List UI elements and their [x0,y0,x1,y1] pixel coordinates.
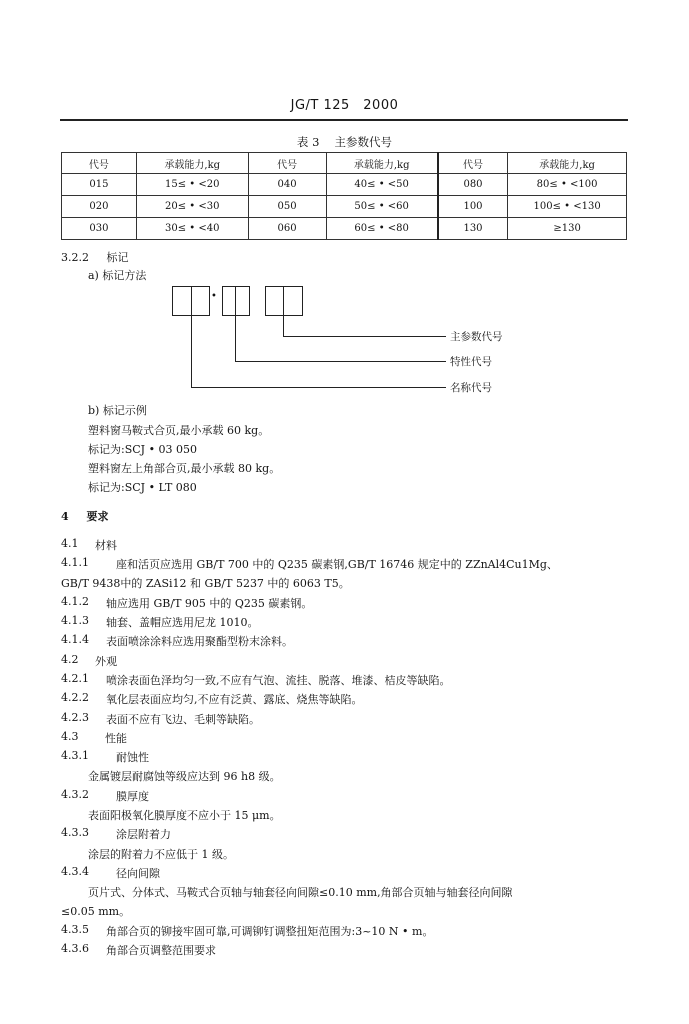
box-divider [283,286,284,314]
clause-number: 4.3.2 [61,788,89,801]
clause-text: 膜厚度 [116,790,149,803]
table-header-cell: 承载能力,kg [508,153,627,174]
section-number: 3.2.2 [61,251,89,264]
clause-text: 表面不应有飞边、毛刺等缺陷。 [106,713,260,726]
table-cell: 130 [438,218,508,240]
clause-text: 氧化层表面应均匀,不应有泛黄、露底、烧焦等缺陷。 [106,693,363,706]
leader-line [191,387,446,388]
clause-text: 喷涂表面色泽均匀一致,不应有气泡、流挂、脱落、堆漆、桔皮等缺陷。 [106,674,451,687]
table-cell: 20≤ • <30 [136,196,248,218]
clause-text: 角部合页的铆接牢固可靠,可调铆钉调整扭矩范围为:3~10 N • m。 [106,925,434,938]
main-param-label: 主参数代号 [450,331,503,343]
clause-text: 轴套、盖帽应选用尼龙 1010。 [106,616,259,629]
table-cell: 015 [62,174,137,196]
clause-text: 表面喷涂涂料应选用聚酯型粉末涂料。 [106,635,293,648]
clause-text: 性能 [105,732,127,745]
table-cell: 050 [248,196,326,218]
clause-text: GB/T 9438中的 ZASi12 和 GB/T 5237 中的 6063 T5。 [61,577,350,590]
section-title: 标记 [106,251,129,264]
table-cell: 040 [248,174,326,196]
table-cell: 020 [62,196,137,218]
clause-number: 4.3.1 [61,749,89,762]
table-cell: 100≤ • <130 [508,196,627,218]
clause-text: 耐蚀性 [116,751,149,764]
standard-header: JG/T 125 2000 [290,98,399,113]
table-header-cell: 承载能力,kg [326,153,438,174]
marking-example-line: 标记为:SCJ • 03 050 [88,443,198,456]
params-table [61,152,627,240]
clause-number: 4.3 [61,730,79,743]
clause-number: 4.1 [61,537,79,550]
leader-line [235,314,236,361]
leader-line [283,314,284,336]
marking-example-title: b) 标记示例 [88,404,147,417]
clause-text: 外观 [95,655,117,668]
table-cell: ≥130 [508,218,627,240]
leader-line [235,361,446,362]
clause-number: 4.1.4 [61,633,89,646]
separator-dot: • [211,291,217,302]
feature-code-box [222,286,250,316]
table-cell: 30≤ • <40 [136,218,248,240]
marking-example-line: 标记为:SCJ • LT 080 [88,481,197,494]
table-cell: 80≤ • <100 [508,174,627,196]
table-header-cell: 承载能力,kg [136,153,248,174]
table-header-cell: 代号 [438,153,508,174]
table-header-cell: 代号 [248,153,326,174]
table-row [62,196,627,218]
clause-text: 轴应选用 GB/T 905 中的 Q235 碳素钢。 [106,597,313,610]
table-header-cell: 代号 [62,153,137,174]
clause-number: 4.2.1 [61,672,89,685]
clause-number: 4.2.2 [61,691,89,704]
clause-text: 角部合页调整范围要求 [106,944,216,957]
clause-number: 4.3.4 [61,865,89,878]
box-divider [235,286,236,314]
clause-number: 4.1.3 [61,614,89,627]
clause-number: 4.1.2 [61,595,89,608]
table-cell: 030 [62,218,137,240]
clause-text: 表面阳极氧化膜厚度不应小于 15 μm。 [88,809,281,822]
clause-number: 4.1.1 [61,556,89,569]
table-cell: 060 [248,218,326,240]
table-row [62,218,627,240]
clause-number: 4.3.6 [61,942,89,955]
box-divider [191,286,192,314]
leader-line [191,314,192,387]
clause-number: 4.2.3 [61,711,89,724]
table-cell: 40≤ • <50 [326,174,438,196]
clause-text: ≤0.05 mm。 [61,905,131,918]
clause-text: 金属镀层耐腐蚀等级应达到 96 h8 级。 [88,770,281,783]
main-param-box [265,286,303,316]
section-number: 4 [61,510,69,523]
marking-example-line: 塑料窗马鞍式合页,最小承载 60 kg。 [88,424,270,437]
marking-heading [61,249,129,265]
clause-text: 座和活页应选用 GB/T 700 中的 Q235 碳素钢,GB/T 16746 规定中的 ZZnAl4Cu1Mg、 [116,558,558,571]
table-row [62,174,627,196]
clause-text: 页片式、分体式、马鞍式合页轴与轴套径向间隙≤0.10 mm,角部合页轴与轴套径向间隙 [88,886,513,899]
table-cell: 080 [438,174,508,196]
marking-method-title: a) 标记方法 [88,269,147,282]
header-rule [60,119,628,121]
requirements-heading [61,508,109,524]
table-cell: 50≤ • <60 [326,196,438,218]
table-cell: 15≤ • <20 [136,174,248,196]
clause-text: 材料 [95,539,117,552]
section-title: 要求 [86,510,109,523]
marking-example-line: 塑料窗左上角部合页,最小承载 80 kg。 [88,462,281,475]
table-header-row [62,153,627,174]
clause-text: 涂层的附着力不应低于 1 级。 [88,848,234,861]
table-cell: 60≤ • <80 [326,218,438,240]
clause-text: 涂层附着力 [116,828,171,841]
clause-number: 4.2 [61,653,79,666]
leader-line [283,336,446,337]
name-label: 名称代号 [450,382,492,394]
clause-number: 4.3.3 [61,826,89,839]
clause-number: 4.3.5 [61,923,89,936]
clause-text: 径向间隙 [116,867,160,880]
table-cell: 100 [438,196,508,218]
table-caption: 表 3 主参数代号 [296,135,393,149]
feature-label: 特性代号 [450,356,492,368]
